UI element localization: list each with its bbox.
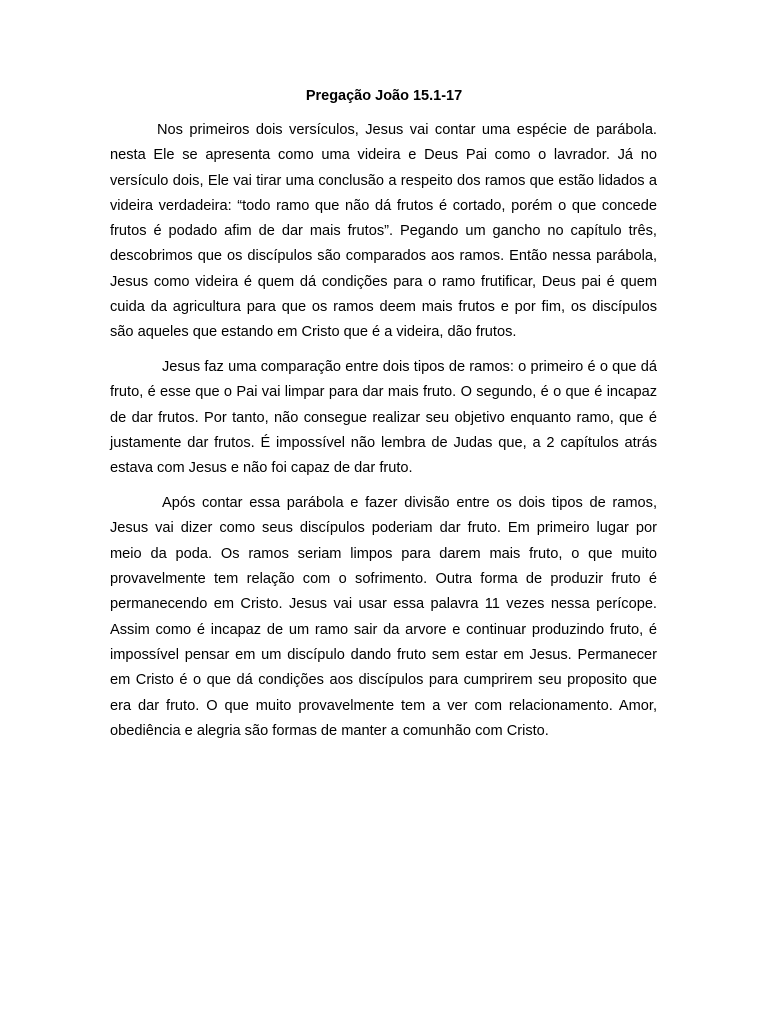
paragraph: Nos primeiros dois versículos, Jesus vai contar uma espécie de parábola. nesta Ele se apresenta como uma videira e Deus Pai como o lavrador. Já no versículo dois, Ele vai tirar uma conclusão a respeito dos ramos que estão lidados a videira verdadeira: “todo ramo que não dá frutos é cortado, porém o que concede frutos é podado afim de dar mais frutos”. Pegando um gancho no capítulo três, descobrimos que os discípulos são comparados aos ramos. Então nessa parábola, Jesus como videira é quem dá condições para o ramo frutificar, Deus pai é quem cuida da agricultura para que os ramos deem mais frutos e por fim, os discípulos são aqueles que estando em Cristo que é a videira, dão frutos. (110, 122, 657, 341)
document-body (110, 118, 657, 754)
paragraph: Jesus faz uma comparação entre dois tipos de ramos: o primeiro é o que dá fruto, é esse que o Pai vai limpar para dar mais fruto. O segundo, é o que é incapaz de dar frutos. Por tanto, não consegue realizar seu objetivo enquanto ramo, que é justamente dar frutos. É impossível não lembra de Judas que, a 2 capítulos atrás estava com Jesus e não foi capaz de dar fruto. (110, 359, 657, 477)
document-title: Pregação João 15.1-17 (305, 88, 463, 104)
paragraph: Após contar essa parábola e fazer divisão entre os dois tipos de ramos, Jesus vai dizer como seus discípulos poderiam dar fruto. Em primeiro lugar por meio da poda. Os ramos seriam limpos para darem mais fruto, o que muito provavelmente tem relação com o sofrimento. Outra forma de produzir fruto é permanecendo em Cristo. Jesus vai usar essa palavra 11 vezes nessa perícope. Assim como é incapaz de um ramo sair da arvore e continuar produzindo fruto, é impossível pensar em um discípulo dando fruto sem estar em Jesus. Permanecer em Cristo é o que dá condições aos discípulos para cumprirem seu proposito que era dar fruto. O que muito provavelmente tem a ver com relacionamento. Amor, obediência e alegria são formas de manter a comunhão com Cristo. (110, 495, 657, 739)
